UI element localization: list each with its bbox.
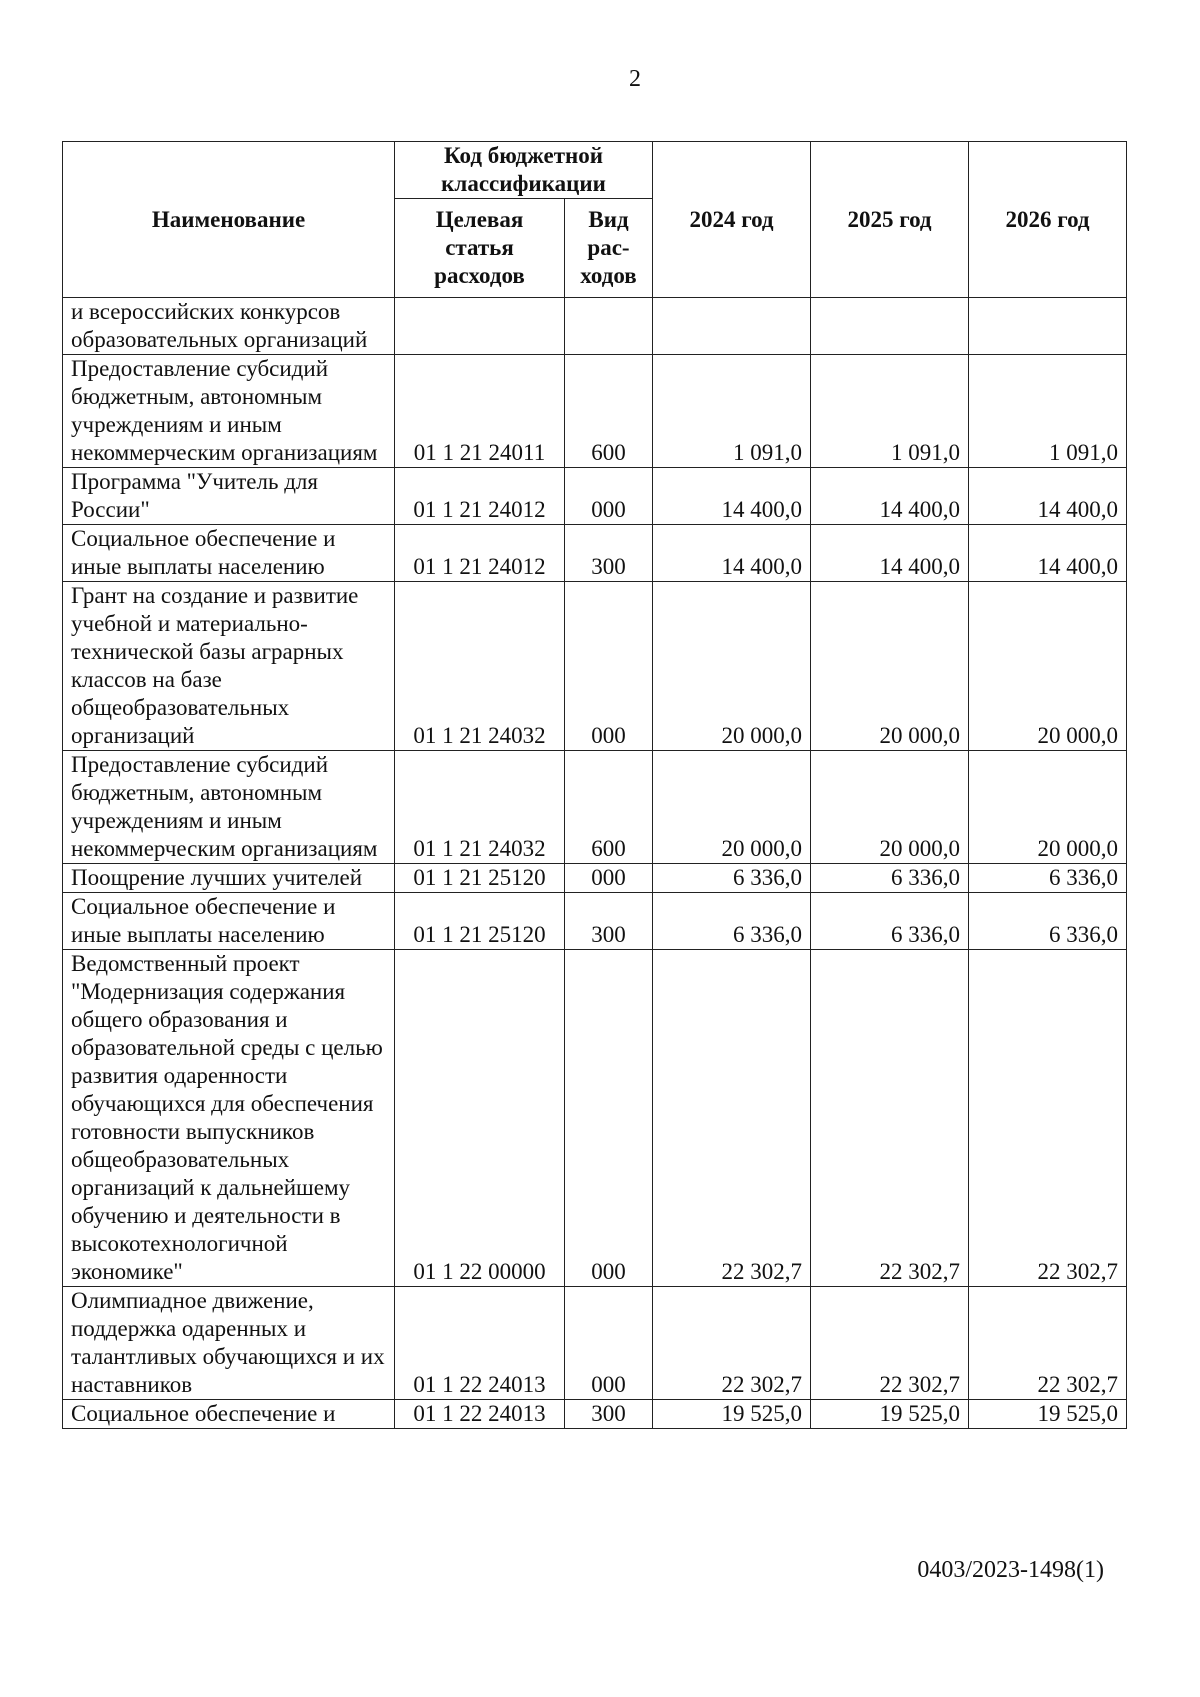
- cell-y2025: 14 400,0: [811, 525, 969, 582]
- cell-code: 01 1 22 24013: [395, 1400, 565, 1429]
- page-number: 2: [629, 66, 641, 92]
- cell-y2024: 14 400,0: [653, 468, 811, 525]
- table-row: [63, 893, 1127, 950]
- cell-code: 01 1 22 00000: [395, 950, 565, 1287]
- cell-code: 01 1 22 24013: [395, 1287, 565, 1400]
- table-row: [63, 1400, 1127, 1429]
- cell-y2026: 19 525,0: [969, 1400, 1127, 1429]
- cell-name: Грант на создание и развитие учебной и материально-технической базы аграрных классов на базе общеобразовательных организаций: [63, 582, 395, 751]
- cell-y2025: 6 336,0: [811, 864, 969, 893]
- cell-code: 01 1 21 24011: [395, 355, 565, 468]
- cell-y2024: 20 000,0: [653, 751, 811, 864]
- cell-kind: 000: [565, 1287, 653, 1400]
- cell-y2024: 20 000,0: [653, 582, 811, 751]
- cell-name: Социальное обеспечение и иные выплаты населению: [63, 893, 395, 950]
- header-code-group: Код бюджетной классификации: [395, 142, 653, 199]
- document-number: 0403/2023-1498(1): [917, 1557, 1104, 1583]
- budget-table: [62, 141, 1127, 1429]
- cell-kind: 000: [565, 582, 653, 751]
- cell-y2026: 14 400,0: [969, 525, 1127, 582]
- table-row: [63, 355, 1127, 468]
- cell-y2024: 1 091,0: [653, 355, 811, 468]
- cell-kind: [565, 298, 653, 355]
- cell-y2025: 6 336,0: [811, 893, 969, 950]
- cell-y2025: 22 302,7: [811, 950, 969, 1287]
- cell-code: 01 1 21 24012: [395, 525, 565, 582]
- cell-kind: 300: [565, 525, 653, 582]
- cell-y2025: 14 400,0: [811, 468, 969, 525]
- cell-y2026: 22 302,7: [969, 1287, 1127, 1400]
- header-target-article: Целевая статья расходов: [395, 199, 565, 298]
- cell-code: 01 1 21 25120: [395, 893, 565, 950]
- cell-name: и всероссийских конкурсов образовательных организаций: [63, 298, 395, 355]
- cell-name: Олимпиадное движение, поддержка одаренных и талантливых обучающихся и их наставников: [63, 1287, 395, 1400]
- table-row: [63, 751, 1127, 864]
- cell-code: 01 1 21 25120: [395, 864, 565, 893]
- cell-name: Поощрение лучших учителей: [63, 864, 395, 893]
- cell-y2025: 20 000,0: [811, 751, 969, 864]
- cell-y2025: 22 302,7: [811, 1287, 969, 1400]
- cell-kind: 000: [565, 864, 653, 893]
- table-row: [63, 1287, 1127, 1400]
- header-name: Наименование: [63, 142, 395, 298]
- cell-name: Программа "Учитель для России": [63, 468, 395, 525]
- cell-y2024: 6 336,0: [653, 864, 811, 893]
- cell-code: [395, 298, 565, 355]
- cell-y2025: 1 091,0: [811, 355, 969, 468]
- cell-kind: 000: [565, 950, 653, 1287]
- cell-name: Предоставление субсидий бюджетным, автономным учреждениям и иным некоммерческим организациям: [63, 355, 395, 468]
- cell-y2026: 20 000,0: [969, 751, 1127, 864]
- cell-name: Предоставление субсидий бюджетным, автономным учреждениям и иным некоммерческим организациям: [63, 751, 395, 864]
- table-row: [63, 298, 1127, 355]
- cell-y2026: 6 336,0: [969, 893, 1127, 950]
- header-expense-type: Вид рас-ходов: [565, 199, 653, 298]
- cell-name: Ведомственный проект "Модернизация содержания общего образования и образовательной среды с целью развития одаренности обучающихся для обеспечения готовности выпускников общеобразовательных организаций к дальнейшему обучению и деятельности в высокотехнологичной экономике": [63, 950, 395, 1287]
- cell-kind: 300: [565, 893, 653, 950]
- cell-y2026: 6 336,0: [969, 864, 1127, 893]
- cell-kind: 000: [565, 468, 653, 525]
- cell-code: 01 1 21 24032: [395, 582, 565, 751]
- table-row: [63, 582, 1127, 751]
- cell-y2024: 19 525,0: [653, 1400, 811, 1429]
- cell-code: 01 1 21 24032: [395, 751, 565, 864]
- cell-y2024: 6 336,0: [653, 893, 811, 950]
- cell-y2026: 14 400,0: [969, 468, 1127, 525]
- cell-y2026: [969, 298, 1127, 355]
- table-row: [63, 525, 1127, 582]
- cell-y2025: [811, 298, 969, 355]
- cell-name: Социальное обеспечение и иные выплаты населению: [63, 525, 395, 582]
- table-row: [63, 468, 1127, 525]
- cell-code: 01 1 21 24012: [395, 468, 565, 525]
- cell-y2024: 14 400,0: [653, 525, 811, 582]
- header-year-2025: 2025 год: [811, 142, 969, 298]
- cell-y2026: 1 091,0: [969, 355, 1127, 468]
- cell-y2025: 19 525,0: [811, 1400, 969, 1429]
- cell-y2026: 20 000,0: [969, 582, 1127, 751]
- cell-y2024: 22 302,7: [653, 950, 811, 1287]
- cell-y2026: 22 302,7: [969, 950, 1127, 1287]
- table-row: [63, 950, 1127, 1287]
- cell-kind: 600: [565, 355, 653, 468]
- cell-y2024: 22 302,7: [653, 1287, 811, 1400]
- header-year-2024: 2024 год: [653, 142, 811, 298]
- cell-y2024: [653, 298, 811, 355]
- table-header-row: [63, 142, 1127, 199]
- cell-kind: 600: [565, 751, 653, 864]
- header-year-2026: 2026 год: [969, 142, 1127, 298]
- cell-kind: 300: [565, 1400, 653, 1429]
- cell-name: Социальное обеспечение и: [63, 1400, 395, 1429]
- table-row: [63, 864, 1127, 893]
- cell-y2025: 20 000,0: [811, 582, 969, 751]
